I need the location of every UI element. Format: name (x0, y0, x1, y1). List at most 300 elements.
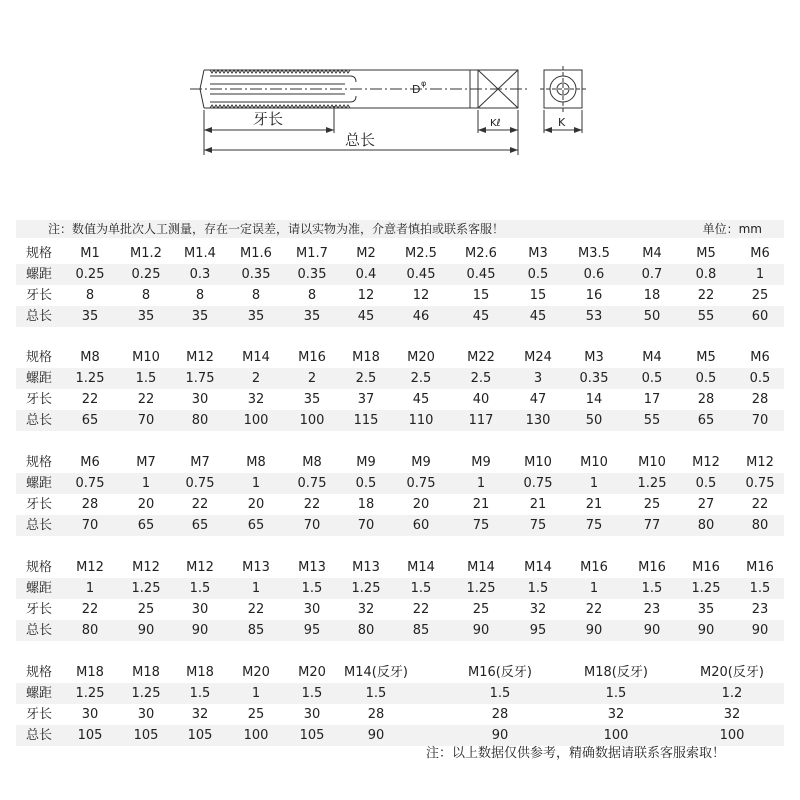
table-cell: 53 (585, 309, 603, 324)
table-cell: 75 (529, 518, 547, 533)
table-cell: 65 (697, 413, 715, 428)
table-cell: 21 (585, 497, 603, 512)
table-cell: M1.7 (296, 246, 328, 261)
table-cell: 0.35 (241, 267, 271, 282)
total-length-row (16, 306, 784, 327)
table-cell: 100 (243, 728, 269, 743)
table-cell: 1.5 (641, 581, 663, 596)
table-cell: 0.75 (523, 476, 553, 491)
table-cell: M18 (186, 665, 214, 680)
table-cell: 0.4 (355, 267, 377, 282)
table-cell: M22 (467, 350, 495, 365)
table-cell: 1 (476, 476, 486, 491)
table-cell: 25 (751, 288, 769, 303)
table-cell: M16 (638, 560, 666, 575)
table-cell: M6 (750, 350, 770, 365)
table-cell: M13 (352, 560, 380, 575)
table-cell: 8 (251, 288, 261, 303)
total-length-row (16, 725, 784, 746)
table-cell: M18 (132, 665, 160, 680)
table-cell: 1 (141, 476, 151, 491)
spec-row (16, 347, 784, 368)
table-cell: 1.25 (75, 371, 105, 386)
table-cell: 1.25 (637, 476, 667, 491)
table-cell: M16 (746, 560, 774, 575)
table-cell: 1 (251, 476, 261, 491)
table-cell: 45 (357, 309, 375, 324)
table-cell: 1.5 (489, 686, 511, 701)
table-cell: 80 (357, 623, 375, 638)
table-cell: M20 (298, 665, 326, 680)
table-cell: 55 (643, 413, 661, 428)
table-cell: 32 (357, 602, 375, 617)
spec-block (16, 243, 784, 327)
table-cell: M7 (136, 455, 156, 470)
table-cell: M14 (407, 560, 435, 575)
table-cell: M16 (298, 350, 326, 365)
table-cell: M20 (242, 665, 270, 680)
row-label: 总长 (26, 413, 53, 428)
table-cell: 60 (751, 309, 769, 324)
table-cell: M9 (356, 455, 376, 470)
table-cell: 115 (353, 413, 379, 428)
table-cell: M14 (467, 560, 495, 575)
table-cell: 28 (697, 392, 715, 407)
table-cell: 22 (81, 392, 99, 407)
table-cell: 8 (85, 288, 95, 303)
table-cell: M16 (580, 560, 608, 575)
table-cell: M7 (190, 455, 210, 470)
footer-note: 注：以上数据仅供参考，精确数据请联系客服索取！ (426, 746, 726, 761)
table-cell: M24 (524, 350, 552, 365)
table-cell: M4 (642, 246, 662, 261)
table-cell: 40 (472, 392, 490, 407)
row-label: 螺距 (26, 476, 53, 491)
spec-block (16, 557, 784, 641)
table-cell: 27 (697, 497, 715, 512)
table-cell: M16(反牙) (468, 665, 532, 680)
table-cell: 60 (412, 518, 430, 533)
table-cell: 0.5 (695, 476, 717, 491)
table-cell: 55 (697, 309, 715, 324)
spec-block (16, 452, 784, 536)
row-label: 螺距 (26, 686, 53, 701)
table-cell: 22 (191, 497, 209, 512)
row-label: 螺距 (26, 267, 53, 282)
table-cell: M14 (524, 560, 552, 575)
table-cell: M8 (302, 455, 322, 470)
table-cell: M2 (356, 246, 376, 261)
table-cell: 35 (697, 602, 715, 617)
row-label: 总长 (26, 728, 53, 743)
table-cell: M20 (407, 350, 435, 365)
table-cell: 1 (755, 267, 765, 282)
table-cell: 2.5 (410, 371, 432, 386)
thread-length-label: 牙长 (252, 110, 284, 128)
table-cell: 70 (137, 413, 155, 428)
table-cell: 35 (303, 309, 321, 324)
thread-length-row (16, 599, 784, 620)
table-cell: 18 (643, 288, 661, 303)
table-cell: M1 (80, 246, 100, 261)
row-label: 螺距 (26, 371, 53, 386)
table-cell: 15 (472, 288, 490, 303)
table-cell: M12 (132, 560, 160, 575)
table-cell: 90 (751, 623, 769, 638)
table-cell: 1.5 (605, 686, 627, 701)
table-cell: 85 (412, 623, 430, 638)
thread-length-row (16, 285, 784, 306)
table-cell: 32 (191, 707, 209, 722)
table-cell: M18 (76, 665, 104, 680)
table-cell: M14 (242, 350, 270, 365)
row-label: 牙长 (26, 392, 53, 407)
table-cell: 22 (81, 602, 99, 617)
table-cell: 70 (751, 413, 769, 428)
table-cell: 130 (525, 413, 551, 428)
table-cell: 0.5 (527, 267, 549, 282)
table-cell: 32 (529, 602, 547, 617)
table-cell: 15 (529, 288, 547, 303)
table-cell: 105 (187, 728, 213, 743)
table-cell: 0.45 (466, 267, 496, 282)
table-cell: 35 (247, 309, 265, 324)
table-cell: 75 (472, 518, 490, 533)
table-cell: 80 (751, 518, 769, 533)
table-cell: 1 (589, 581, 599, 596)
table-cell: M10 (132, 350, 160, 365)
table-cell: 95 (529, 623, 547, 638)
row-label: 牙长 (26, 602, 53, 617)
spec-row (16, 557, 784, 578)
table-cell: 1.5 (749, 581, 771, 596)
table-cell: 80 (81, 623, 99, 638)
spec-row (16, 452, 784, 473)
table-cell: 35 (191, 309, 209, 324)
table-cell: 90 (367, 728, 385, 743)
table-cell: M1.6 (240, 246, 272, 261)
pitch-row (16, 473, 784, 494)
table-cell: 0.45 (406, 267, 436, 282)
table-cell: 12 (357, 288, 375, 303)
table-cell: M2.5 (405, 246, 437, 261)
table-cell: 117 (468, 413, 494, 428)
thread-length-row (16, 704, 784, 725)
table-cell: 25 (137, 602, 155, 617)
row-label: 规格 (26, 665, 53, 680)
table-cell: M8 (246, 455, 266, 470)
table-cell: M18(反牙) (584, 665, 648, 680)
row-label: 螺距 (26, 581, 53, 596)
table-cell: 3 (533, 371, 543, 386)
table-cell: 1.2 (721, 686, 743, 701)
table-cell: M4 (642, 350, 662, 365)
table-cell: 25 (247, 707, 265, 722)
table-cell: 0.25 (131, 267, 161, 282)
table-cell: 1.5 (301, 581, 323, 596)
table-cell: M1.4 (184, 246, 216, 261)
table-cell: 45 (412, 392, 430, 407)
table-cell: 22 (412, 602, 430, 617)
tap-dimension-diagram (0, 0, 800, 200)
table-cell: 30 (303, 602, 321, 617)
table-cell: 100 (299, 413, 325, 428)
table-cell: 8 (141, 288, 151, 303)
table-cell: 90 (191, 623, 209, 638)
table-cell: M12 (186, 350, 214, 365)
table-cell: 1.25 (691, 581, 721, 596)
table-cell: 90 (491, 728, 509, 743)
table-cell: 28 (491, 707, 509, 722)
table-cell: 1.5 (189, 581, 211, 596)
table-cell: M10 (638, 455, 666, 470)
table-cell: M5 (696, 350, 716, 365)
table-cell: M12 (692, 455, 720, 470)
pitch-row (16, 578, 784, 599)
diameter-label: D (412, 83, 421, 96)
table-cell: 1 (251, 581, 261, 596)
table-cell: M12 (186, 560, 214, 575)
total-length-label: 总长 (344, 131, 376, 149)
total-length-row (16, 620, 784, 641)
table-cell: 65 (137, 518, 155, 533)
table-cell: M13 (242, 560, 270, 575)
table-cell: 100 (719, 728, 745, 743)
unit-label: 单位：mm (702, 222, 762, 236)
table-cell: 50 (585, 413, 603, 428)
table-cell: 95 (303, 623, 321, 638)
table-cell: 46 (412, 309, 430, 324)
table-cell: M2.6 (465, 246, 497, 261)
row-label: 牙长 (26, 288, 53, 303)
table-cell: 28 (367, 707, 385, 722)
row-label: 总长 (26, 309, 53, 324)
table-cell: 70 (357, 518, 375, 533)
pitch-row (16, 683, 784, 704)
diameter-phi-label: φ (421, 79, 427, 88)
table-cell: 21 (529, 497, 547, 512)
table-cell: 0.75 (406, 476, 436, 491)
table-cell: 23 (751, 602, 769, 617)
table-cell: 0.35 (297, 267, 327, 282)
table-cell: 47 (529, 392, 547, 407)
table-cell: M6 (750, 246, 770, 261)
table-cell: 1.75 (185, 371, 215, 386)
table-cell: 100 (603, 728, 629, 743)
table-cell: 0.75 (745, 476, 775, 491)
measurement-note: 注：数值为单批次人工测量，存在一定误差，请以实物为准，介意者慎拍或联系客服！ (48, 222, 505, 236)
table-cell: 22 (585, 602, 603, 617)
table-cell: 0.5 (355, 476, 377, 491)
table-cell: M12 (76, 560, 104, 575)
table-cell: 35 (303, 392, 321, 407)
table-cell: 18 (357, 497, 375, 512)
table-cell: 1.25 (351, 581, 381, 596)
table-cell: 35 (81, 309, 99, 324)
row-label: 规格 (26, 350, 53, 365)
table-cell: 90 (472, 623, 490, 638)
table-cell: 28 (751, 392, 769, 407)
table-cell: 85 (247, 623, 265, 638)
table-cell: 20 (137, 497, 155, 512)
table-cell: 2.5 (470, 371, 492, 386)
table-cell: M10 (580, 455, 608, 470)
table-cell: 1 (589, 476, 599, 491)
table-cell: 30 (191, 392, 209, 407)
spec-block (16, 662, 784, 746)
table-cell: 25 (472, 602, 490, 617)
table-cell: 28 (81, 497, 99, 512)
table-cell: 105 (77, 728, 103, 743)
table-cell: 32 (723, 707, 741, 722)
table-cell: 16 (585, 288, 603, 303)
table-cell: 45 (472, 309, 490, 324)
table-cell: M9 (411, 455, 431, 470)
table-cell: 0.75 (297, 476, 327, 491)
table-cell: 80 (191, 413, 209, 428)
table-cell: 0.5 (695, 371, 717, 386)
table-cell: 17 (643, 392, 661, 407)
table-cell: 90 (137, 623, 155, 638)
table-cell: 30 (137, 707, 155, 722)
spec-row (16, 243, 784, 264)
table-cell: 110 (408, 413, 434, 428)
table-cell: 65 (81, 413, 99, 428)
table-cell: 20 (412, 497, 430, 512)
table-cell: 30 (303, 707, 321, 722)
table-cell: 0.35 (579, 371, 609, 386)
table-cell: 0.7 (641, 267, 663, 282)
table-cell: 0.5 (641, 371, 663, 386)
table-cell: 2 (251, 371, 261, 386)
total-length-row (16, 410, 784, 431)
table-cell: 65 (247, 518, 265, 533)
table-cell: 14 (585, 392, 603, 407)
table-cell: 105 (299, 728, 325, 743)
table-cell: 22 (303, 497, 321, 512)
pitch-row (16, 368, 784, 389)
row-label: 总长 (26, 518, 53, 533)
table-cell: 45 (529, 309, 547, 324)
table-cell: M3 (528, 246, 548, 261)
table-cell: M8 (80, 350, 100, 365)
thread-length-row (16, 389, 784, 410)
table-cell: 22 (137, 392, 155, 407)
table-cell: 1.5 (527, 581, 549, 596)
table-cell: M3 (584, 350, 604, 365)
row-label: 规格 (26, 455, 53, 470)
table-cell: 80 (697, 518, 715, 533)
table-cell: 8 (195, 288, 205, 303)
table-cell: 22 (751, 497, 769, 512)
table-cell: 25 (643, 497, 661, 512)
table-cell: 8 (307, 288, 317, 303)
table-cell: 90 (643, 623, 661, 638)
table-cell: 90 (697, 623, 715, 638)
square-length-label: Kℓ (490, 118, 501, 129)
table-cell: M14(反牙) (344, 665, 408, 680)
table-cell: 70 (81, 518, 99, 533)
table-cell: 50 (643, 309, 661, 324)
table-cell: M10 (524, 455, 552, 470)
spec-row (16, 662, 784, 683)
total-length-row (16, 515, 784, 536)
table-cell: M16 (692, 560, 720, 575)
table-cell: 1.5 (365, 686, 387, 701)
row-label: 规格 (26, 560, 53, 575)
table-cell: 0.25 (75, 267, 105, 282)
table-cell: 100 (243, 413, 269, 428)
table-cell: 70 (303, 518, 321, 533)
table-cell: 23 (643, 602, 661, 617)
table-cell: M5 (696, 246, 716, 261)
table-cell: 32 (247, 392, 265, 407)
table-cell: 0.3 (189, 267, 211, 282)
table-cell: M18 (352, 350, 380, 365)
table-cell: 90 (585, 623, 603, 638)
thread-length-row (16, 494, 784, 515)
table-cell: M6 (80, 455, 100, 470)
row-label: 总长 (26, 623, 53, 638)
table-cell: 0.75 (75, 476, 105, 491)
table-cell: 0.6 (583, 267, 605, 282)
table-cell: 37 (357, 392, 375, 407)
table-cell: M1.2 (130, 246, 162, 261)
pitch-row (16, 264, 784, 285)
row-label: 牙长 (26, 497, 53, 512)
table-cell: 0.8 (695, 267, 717, 282)
table-cell: 0.5 (749, 371, 771, 386)
table-cell: 22 (697, 288, 715, 303)
table-cell: 1 (251, 686, 261, 701)
table-cell: M20(反牙) (700, 665, 764, 680)
measurement-note-row (16, 220, 784, 238)
spec-block (16, 347, 784, 431)
row-label: 牙长 (26, 707, 53, 722)
table-cell: 22 (247, 602, 265, 617)
table-cell: 1.25 (131, 686, 161, 701)
table-cell: M13 (298, 560, 326, 575)
table-cell: 2.5 (355, 371, 377, 386)
table-cell: M3.5 (578, 246, 610, 261)
table-cell: 21 (472, 497, 490, 512)
table-cell: 2 (307, 371, 317, 386)
table-cell: 65 (191, 518, 209, 533)
table-cell: 1.5 (301, 686, 323, 701)
table-cell: 1.25 (131, 581, 161, 596)
table-cell: 1.5 (135, 371, 157, 386)
table-cell: 32 (607, 707, 625, 722)
table-cell: 75 (585, 518, 603, 533)
table-cell: 1.25 (466, 581, 496, 596)
table-cell: M12 (746, 455, 774, 470)
table-cell: 105 (133, 728, 159, 743)
table-cell: 12 (412, 288, 430, 303)
square-size-label: K (558, 116, 566, 129)
table-cell: 30 (191, 602, 209, 617)
table-cell: 77 (643, 518, 661, 533)
table-cell: M9 (471, 455, 491, 470)
table-cell: 1.25 (75, 686, 105, 701)
table-cell: 1.5 (189, 686, 211, 701)
table-cell: 35 (137, 309, 155, 324)
table-cell: 30 (81, 707, 99, 722)
row-label: 规格 (26, 246, 53, 261)
table-cell: 0.75 (185, 476, 215, 491)
table-cell: 1 (85, 581, 95, 596)
table-cell: 20 (247, 497, 265, 512)
table-cell: 1.5 (410, 581, 432, 596)
